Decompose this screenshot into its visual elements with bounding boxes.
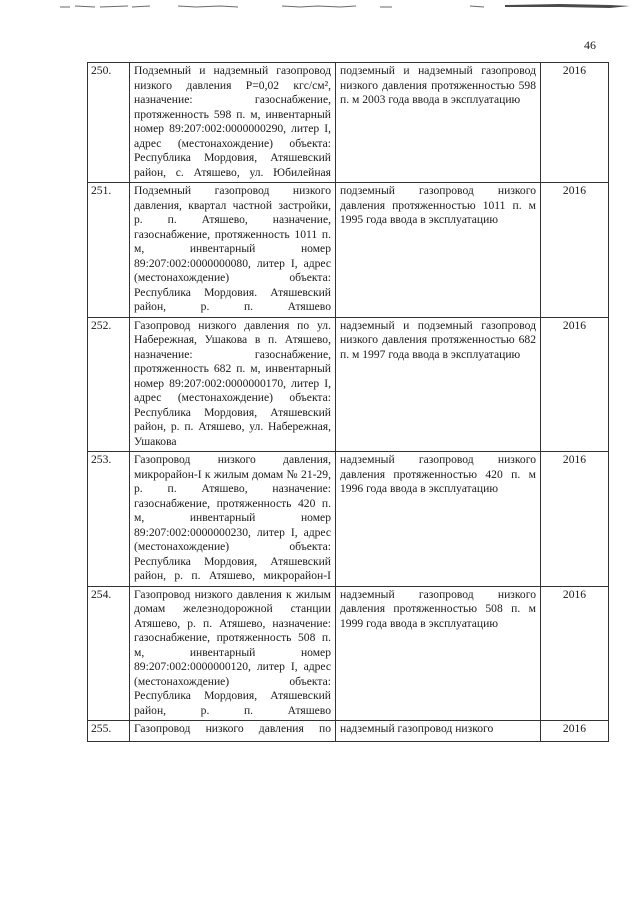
year-cell: 2016 xyxy=(541,452,609,587)
object-description-cell: надземный и подземный газопровод низкого давления протяженностью 682 п. м 1997 года ввода в эксплуатацию xyxy=(336,317,541,452)
object-name-cell: Подземный газопровод низкого давления, квартал частной застройки, р. п. Атяшево, назначение, газоснабжение, протяженность 1011 п. м, инвентарный номер 89:207:002:0000000080, литер I, адрес (местонахождение) объекта: Республика Мордовия. Атяшевский район, р. п. Атяшево xyxy=(130,183,336,318)
object-name-cell: Газопровод низкого давления к жилым домам железнодорожной станции Атяшево, р. п. Атяшево, назначение: газоснабжение, протяженность 508 п. м, инвентарный номер 89:207:002:0000000120, литер I, адрес (местонахождение) объекта: Республика Мордовия, Атяшевский район, р. п. Атяшево xyxy=(130,586,336,721)
object-description-cell: надземный газопровод низкого xyxy=(336,721,541,742)
row-number: 253. xyxy=(88,452,130,587)
table-row xyxy=(88,63,609,183)
row-number: 254. xyxy=(88,586,130,721)
object-description-cell: надземный газопровод низкого давления протяженностью 508 п. м 1999 года ввода в эксплуатацию xyxy=(336,586,541,721)
year-cell: 2016 xyxy=(541,317,609,452)
object-name-cell: Подземный и надземный газопровод низкого давления Р=0,02 кгс/см², назначение: газоснабжение, протяженность 598 п. м, инвентарный номер 89:207:002:0000000290, литер I, адрес (местонахождение) объекта: Республика Мордовия, Атяшевский район, с. Атяшево, ул. Юбилейная xyxy=(130,63,336,183)
row-number: 250. xyxy=(88,63,130,183)
table-row xyxy=(88,183,609,318)
page-number: 46 xyxy=(584,38,596,52)
object-name-cell: Газопровод низкого давления по xyxy=(130,721,336,742)
property-registry-table xyxy=(87,62,609,742)
object-description-cell: надземный газопровод низкого давления протяженностью 420 п. м 1996 года ввода в эксплуатацию xyxy=(336,452,541,587)
object-name-cell: Газопровод низкого давления по ул. Набережная, Ушакова в п. Атяшево, назначение: газоснабжение, протяженность 682 п. м, инвентарный номер 89:207:002:0000000170, литер I, адрес (местонахождение) объекта: Республика Мордовия, Атяшевский район, р. п. Атяшево, ул. Набережная, Ушакова xyxy=(130,317,336,452)
object-name-cell: Газопровод низкого давления, микрорайон-I к жилым домам № 21-29, р. п. Атяшево, назначение: газоснабжение, протяженность 420 п. м, инвентарный номер 89:207:002:0000000230, литер I, адрес (местонахождение) объекта: Республика Мордовия, Атяшевский район, р. п. Атяшево, микрорайон-I xyxy=(130,452,336,587)
year-cell: 2016 xyxy=(541,586,609,721)
object-description-cell: подземный и надземный газопровод низкого давления протяженностью 598 п. м 2003 года ввода в эксплуатацию xyxy=(336,63,541,183)
year-cell: 2016 xyxy=(541,721,609,742)
row-number: 255. xyxy=(88,721,130,742)
table-row xyxy=(88,452,609,587)
table-row xyxy=(88,586,609,721)
year-cell: 2016 xyxy=(541,63,609,183)
row-number: 251. xyxy=(88,183,130,318)
scan-edge-artifact xyxy=(0,0,640,14)
table-row xyxy=(88,721,609,742)
row-number: 252. xyxy=(88,317,130,452)
table-row xyxy=(88,317,609,452)
year-cell: 2016 xyxy=(541,183,609,318)
object-description-cell: подземный газопровод низкого давления протяженностью 1011 п. м 1995 года ввода в эксплуатацию xyxy=(336,183,541,318)
